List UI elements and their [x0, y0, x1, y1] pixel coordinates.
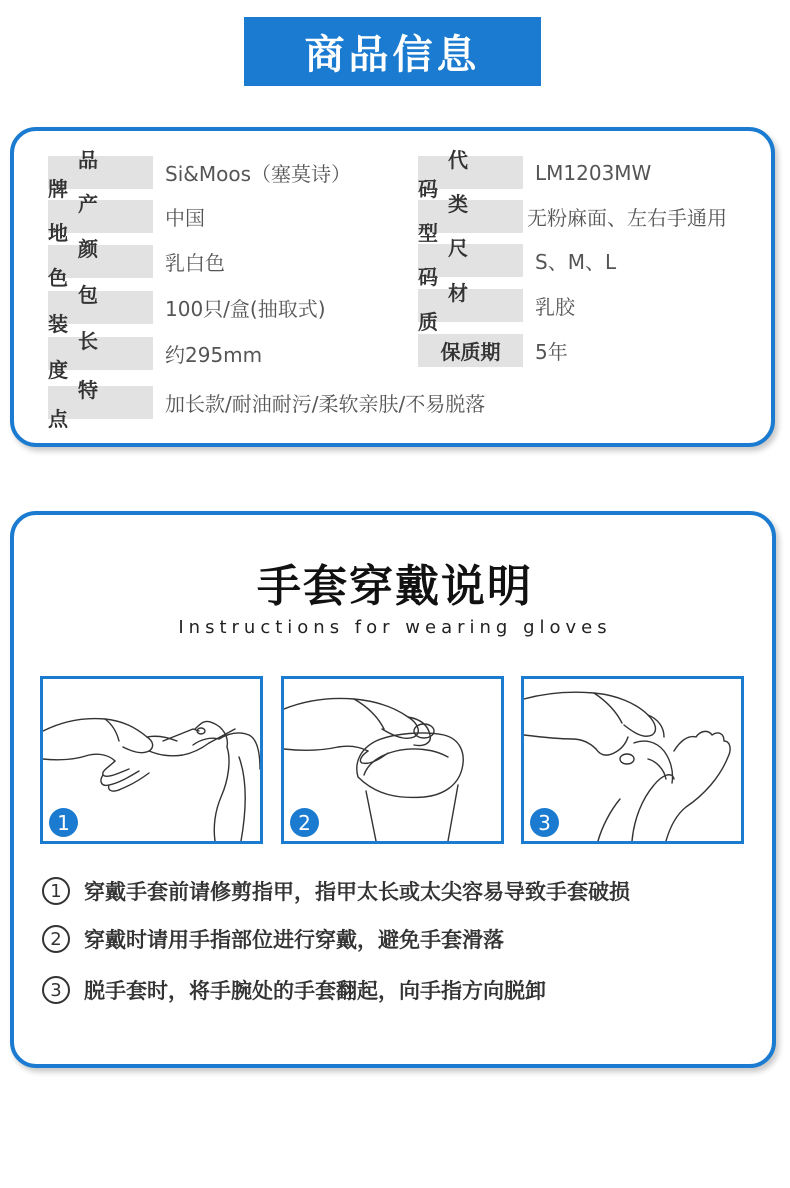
spec-value: LM1203MW [535, 160, 652, 185]
spec-length [48, 328, 263, 382]
spec-label: 尺码 [418, 244, 523, 277]
spec-type [418, 191, 727, 245]
instruction-number: 1 [42, 877, 70, 905]
instruction-text: 穿戴时请用手指部位进行穿戴，避免手套滑落 [84, 928, 504, 952]
spec-label: 材质 [418, 289, 523, 322]
spec-label: 颜色 [48, 245, 153, 278]
step-number-badge: 1 [49, 808, 78, 837]
spec-packing [48, 282, 326, 336]
instruction-item [42, 876, 630, 906]
guide-title: 手套穿戴说明 [257, 561, 533, 612]
spec-value: 约295mm [165, 343, 263, 367]
instruction-number: 2 [42, 925, 70, 953]
spec-material [418, 280, 575, 334]
step-number-badge: 2 [290, 808, 319, 837]
instruction-number: 3 [42, 976, 70, 1004]
spec-color [48, 236, 225, 290]
spec-shelf-life [418, 334, 568, 367]
spec-value: S、M、L [535, 250, 617, 274]
instruction-text: 穿戴手套前请修剪指甲，指甲太长或太尖容易导致手套破损 [84, 880, 630, 904]
step-number-badge: 3 [530, 808, 559, 837]
spec-label: 代码 [418, 156, 523, 189]
spec-brand [48, 147, 351, 201]
spec-features [48, 377, 486, 431]
spec-label: 包装 [48, 291, 153, 324]
spec-label: 类型 [418, 200, 523, 233]
spec-value: 乳胶 [535, 295, 575, 319]
instruction-item [42, 975, 546, 1005]
step-2-panel [281, 676, 504, 844]
spec-label: 产地 [48, 200, 153, 233]
spec-value: Si&Moos（塞莫诗） [165, 162, 351, 186]
spec-value: 中国 [165, 206, 205, 230]
spec-value: 无粉麻面、左右手通用 [527, 206, 727, 230]
step-1-panel [40, 676, 263, 844]
spec-value: 乳白色 [165, 251, 225, 275]
spec-code [418, 147, 652, 201]
spec-label: 保质期 [418, 334, 523, 367]
spec-value: 加长款/耐油耐污/柔软亲肤/不易脱落 [165, 392, 486, 416]
step-3-panel [521, 676, 744, 844]
guide-subtitle: Instructions for wearing gloves [178, 617, 612, 638]
spec-value: 100只/盒(抽取式) [165, 297, 326, 321]
spec-size [418, 235, 617, 289]
instruction-item [42, 924, 504, 954]
spec-value: 5年 [535, 340, 568, 364]
banner-title: 商品信息 [304, 32, 481, 78]
instruction-text: 脱手套时，将手腕处的手套翻起，向手指方向脱卸 [84, 979, 546, 1003]
spec-label: 品牌 [48, 156, 153, 189]
spec-origin [48, 191, 205, 245]
spec-label: 长度 [48, 337, 153, 370]
spec-label: 特点 [48, 386, 153, 419]
product-info-banner [244, 17, 541, 86]
